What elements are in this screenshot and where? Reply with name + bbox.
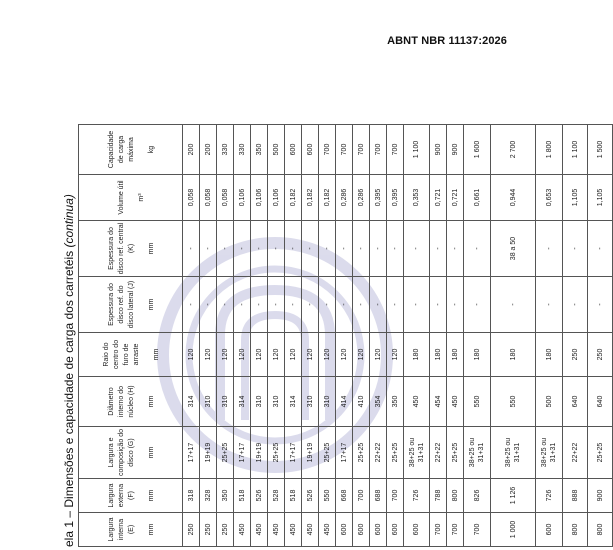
table-cell: 700 <box>430 513 447 547</box>
dimensions-table <box>78 124 613 547</box>
table-cell: 38 a 50 <box>491 221 536 277</box>
table-row <box>251 125 268 547</box>
table-cell: 25+25 <box>268 427 285 479</box>
column-unit: mm <box>147 395 155 408</box>
table-cell: - <box>404 277 430 333</box>
table-cell: 1 100 <box>404 125 430 175</box>
table-cell: 17+17 <box>183 427 200 479</box>
table-cell: - <box>353 277 370 333</box>
column-unit: mm <box>147 446 155 459</box>
table-cell: 350 <box>217 479 234 513</box>
table-cell: 700 <box>387 125 404 175</box>
table-cell: - <box>302 277 319 333</box>
table-continuation-note: (continua) <box>62 194 76 248</box>
column-unit: mm <box>152 348 160 361</box>
table-cell: 0,661 <box>464 175 491 221</box>
column-header <box>79 377 183 427</box>
table-cell: 25+25 <box>319 427 336 479</box>
table-cell: 22+22 <box>430 427 447 479</box>
table-cell: 826 <box>464 479 491 513</box>
table-cell: 310 <box>302 377 319 427</box>
table-cell: 354 <box>370 377 387 427</box>
table-row <box>464 125 491 547</box>
table-cell: 250 <box>563 333 588 377</box>
table-cell: 0,286 <box>336 175 353 221</box>
table-title: ela 1 – Dimensões e capacidade de carga dos carretéis <box>62 250 76 547</box>
table-cell: - <box>447 277 464 333</box>
rotated-table-block <box>62 87 604 547</box>
table-cell: 330 <box>234 125 251 175</box>
column-name: Largura externa (F) <box>107 483 135 508</box>
table-cell: 120 <box>387 333 404 377</box>
column-name: Largura interna (E) <box>107 517 135 542</box>
table-cell: 1 800 <box>536 125 563 175</box>
column-name: Espessura do disco ref. do disco lateral (J) <box>107 280 135 329</box>
table-row <box>563 125 588 547</box>
table-row <box>430 125 447 547</box>
table-cell: 0,286 <box>353 175 370 221</box>
table-cell: 120 <box>285 333 302 377</box>
table-cell: 600 <box>370 513 387 547</box>
table-cell: - <box>234 277 251 333</box>
table-cell: 350 <box>251 125 268 175</box>
table-cell: 454 <box>430 377 447 427</box>
table-cell: 0,721 <box>447 175 464 221</box>
table-cell: 900 <box>430 125 447 175</box>
table-cell: 314 <box>234 377 251 427</box>
table-cell: - <box>536 277 563 333</box>
table-cell: 600 <box>302 125 319 175</box>
table-cell: 120 <box>336 333 353 377</box>
table-header-row <box>79 125 183 547</box>
table-cell: 314 <box>285 377 302 427</box>
table-cell: 700 <box>370 125 387 175</box>
table-cell: 1 000 <box>491 513 536 547</box>
table-cell: 600 <box>536 513 563 547</box>
table-cell: 0,182 <box>302 175 319 221</box>
column-header <box>79 125 183 175</box>
table-cell: 1 600 <box>464 125 491 175</box>
table-cell: - <box>336 221 353 277</box>
table-cell: 518 <box>234 479 251 513</box>
table-cell: 518 <box>285 479 302 513</box>
table-cell: 25+25 <box>387 427 404 479</box>
table-cell: 120 <box>353 333 370 377</box>
table-cell: 38+25 ou 31+31 <box>491 427 536 479</box>
column-unit: mm <box>147 489 155 502</box>
table-row <box>302 125 319 547</box>
table-cell: 800 <box>563 513 588 547</box>
table-cell: 800 <box>447 479 464 513</box>
table-cell: - <box>336 277 353 333</box>
column-header <box>79 277 183 333</box>
table-cell: - <box>319 277 336 333</box>
table-cell: 310 <box>217 377 234 427</box>
column-header <box>79 221 183 277</box>
table-cell: 250 <box>588 333 613 377</box>
column-name: Volume útil <box>117 180 125 215</box>
table-cell: - <box>464 221 491 277</box>
table-cell: 700 <box>353 125 370 175</box>
table-row <box>404 125 430 547</box>
column-unit: m³ <box>137 193 145 202</box>
table-cell: 726 <box>404 479 430 513</box>
table-cell: 330 <box>217 125 234 175</box>
table-cell: - <box>430 221 447 277</box>
table-cell: 888 <box>563 479 588 513</box>
table-row <box>285 125 302 547</box>
table-cell: 180 <box>404 333 430 377</box>
table-cell: 0,395 <box>370 175 387 221</box>
table-cell: 314 <box>183 377 200 427</box>
table-cell: 450 <box>268 513 285 547</box>
table-cell: 1,105 <box>563 175 588 221</box>
column-name: Espessura do disco ref. central (K) <box>107 222 135 275</box>
table-cell: 19+19 <box>302 427 319 479</box>
table-cell: 120 <box>200 333 217 377</box>
table-cell: - <box>447 221 464 277</box>
table-cell: - <box>268 221 285 277</box>
column-unit: kg <box>147 145 155 154</box>
table-cell: 120 <box>217 333 234 377</box>
table-cell: 19+19 <box>200 427 217 479</box>
table-cell: 700 <box>353 479 370 513</box>
table-cell: 700 <box>464 513 491 547</box>
table-cell: - <box>404 221 430 277</box>
table-row <box>447 125 464 547</box>
table-cell: 668 <box>336 479 353 513</box>
table-cell: 526 <box>251 479 268 513</box>
column-header <box>79 333 183 377</box>
table-cell: 38+25 ou 31+31 <box>536 427 563 479</box>
table-cell: 1 500 <box>588 125 613 175</box>
table-cell: 2 700 <box>491 125 536 175</box>
table-cell: 900 <box>588 479 613 513</box>
table-cell: 0,721 <box>430 175 447 221</box>
table-cell: - <box>387 277 404 333</box>
table-cell: 120 <box>234 333 251 377</box>
column-name: Diâmetro interno do núcleo (H) <box>107 385 135 418</box>
table-cell: 700 <box>319 125 336 175</box>
column-header <box>79 479 183 513</box>
table-cell: - <box>563 277 588 333</box>
table-cell: 450 <box>302 513 319 547</box>
column-header <box>79 175 183 221</box>
table-cell: 25+25 <box>447 427 464 479</box>
table-cell: - <box>183 221 200 277</box>
table-cell: 180 <box>536 333 563 377</box>
table-cell: 600 <box>285 125 302 175</box>
column-unit: mm <box>147 298 155 311</box>
table-row <box>536 125 563 547</box>
table-cell: - <box>319 221 336 277</box>
table-row <box>217 125 234 547</box>
table-cell: 600 <box>387 513 404 547</box>
table-cell: 0,395 <box>387 175 404 221</box>
table-cell: 450 <box>285 513 302 547</box>
table-cell: 250 <box>200 513 217 547</box>
table-cell: 1 100 <box>563 125 588 175</box>
table-cell: 25+25 <box>217 427 234 479</box>
table-row <box>319 125 336 547</box>
table-row <box>336 125 353 547</box>
table-cell: 640 <box>588 377 613 427</box>
table-cell: 120 <box>302 333 319 377</box>
table-cell: 410 <box>353 377 370 427</box>
table-row <box>491 125 536 547</box>
column-header <box>79 513 183 547</box>
table-cell: - <box>563 221 588 277</box>
table-cell: 414 <box>336 377 353 427</box>
column-unit: mm <box>147 523 155 536</box>
table-cell: 22+22 <box>563 427 588 479</box>
table-cell: 328 <box>200 479 217 513</box>
table-cell: 38+25 ou 31+31 <box>404 427 430 479</box>
table-cell: 25+25 <box>353 427 370 479</box>
column-name: Raio do centro do furo de arraste <box>102 339 140 370</box>
table-row <box>183 125 200 547</box>
table-cell: 1,105 <box>588 175 613 221</box>
table-cell: 500 <box>268 125 285 175</box>
table-cell: 450 <box>319 513 336 547</box>
table-cell: 180 <box>491 333 536 377</box>
table-cell: 120 <box>319 333 336 377</box>
table-cell: 550 <box>464 377 491 427</box>
table-row <box>200 125 217 547</box>
table-row <box>234 125 251 547</box>
table-cell: 0,353 <box>404 175 430 221</box>
table-cell: - <box>302 221 319 277</box>
table-cell: - <box>285 221 302 277</box>
table-cell: 600 <box>336 513 353 547</box>
table-cell: 180 <box>430 333 447 377</box>
table-cell: 450 <box>447 377 464 427</box>
table-cell: 450 <box>234 513 251 547</box>
table-cell: 310 <box>200 377 217 427</box>
table-cell: 180 <box>447 333 464 377</box>
table-cell: 0,058 <box>183 175 200 221</box>
standard-code: ABNT NBR 11137:2026 <box>387 35 507 47</box>
table-row <box>588 125 613 547</box>
table-cell: - <box>353 221 370 277</box>
table-cell: 500 <box>536 377 563 427</box>
table-cell: 120 <box>183 333 200 377</box>
table-cell: 726 <box>536 479 563 513</box>
table-cell: - <box>217 277 234 333</box>
table-cell: 0,106 <box>251 175 268 221</box>
table-cell: 17+17 <box>336 427 353 479</box>
table-cell: - <box>200 221 217 277</box>
table-cell: - <box>251 277 268 333</box>
table-cell: - <box>217 221 234 277</box>
table-cell: 310 <box>268 377 285 427</box>
table-row <box>353 125 370 547</box>
table-cell: 250 <box>217 513 234 547</box>
table-cell: 120 <box>251 333 268 377</box>
table-cell: 0,058 <box>200 175 217 221</box>
table-cell: 0,058 <box>217 175 234 221</box>
table-cell: 600 <box>353 513 370 547</box>
table-cell: 700 <box>387 479 404 513</box>
table-cell: - <box>370 221 387 277</box>
table-cell: 120 <box>268 333 285 377</box>
table-cell: 200 <box>200 125 217 175</box>
table-cell: 310 <box>319 377 336 427</box>
table-cell: 318 <box>183 479 200 513</box>
table-cell: 22+22 <box>370 427 387 479</box>
table-cell: 800 <box>588 513 613 547</box>
table-cell: - <box>491 277 536 333</box>
table-cell: - <box>234 221 251 277</box>
table-cell: 0,653 <box>536 175 563 221</box>
table-cell: - <box>588 277 613 333</box>
table-cell: - <box>183 277 200 333</box>
table-cell: 17+17 <box>285 427 302 479</box>
table-row <box>370 125 387 547</box>
table-cell: 0,106 <box>268 175 285 221</box>
table-cell: - <box>387 221 404 277</box>
table-cell: 200 <box>183 125 200 175</box>
table-cell: 310 <box>251 377 268 427</box>
table-cell: 0,182 <box>319 175 336 221</box>
table-cell: 600 <box>404 513 430 547</box>
table-cell: 180 <box>464 333 491 377</box>
column-name: Capacidade de carga máxima <box>107 130 135 169</box>
table-cell: - <box>464 277 491 333</box>
table-cell: - <box>588 221 613 277</box>
table-cell: - <box>370 277 387 333</box>
table-cell: 17+17 <box>234 427 251 479</box>
table-row <box>268 125 285 547</box>
table-cell: - <box>430 277 447 333</box>
table-cell: 788 <box>430 479 447 513</box>
table-cell: 640 <box>563 377 588 427</box>
table-cell: 700 <box>447 513 464 547</box>
table-cell: 450 <box>251 513 268 547</box>
table-cell: 526 <box>302 479 319 513</box>
table-cell: - <box>251 221 268 277</box>
table-cell: 19+19 <box>251 427 268 479</box>
table-cell: 120 <box>370 333 387 377</box>
column-name: Largura e composição do disco (G) <box>107 428 135 477</box>
table-cell: 25+25 <box>588 427 613 479</box>
table-cell: - <box>536 221 563 277</box>
table-cell: - <box>285 277 302 333</box>
column-header <box>79 427 183 479</box>
table-cell: 0,106 <box>234 175 251 221</box>
table-cell: 450 <box>404 377 430 427</box>
table-cell: - <box>200 277 217 333</box>
table-cell: 900 <box>447 125 464 175</box>
table-cell: 550 <box>319 479 336 513</box>
table-cell: 350 <box>387 377 404 427</box>
table-cell: 0,182 <box>285 175 302 221</box>
table-cell: 250 <box>183 513 200 547</box>
table-cell: - <box>268 277 285 333</box>
table-cell: 0,944 <box>491 175 536 221</box>
table-cell: 700 <box>336 125 353 175</box>
table-cell: 1 126 <box>491 479 536 513</box>
table-cell: 38+25 ou 31+31 <box>464 427 491 479</box>
table-caption <box>62 194 78 547</box>
table-cell: 550 <box>491 377 536 427</box>
table-cell: 688 <box>370 479 387 513</box>
table-row <box>387 125 404 547</box>
column-unit: mm <box>147 242 155 255</box>
table-cell: 528 <box>268 479 285 513</box>
